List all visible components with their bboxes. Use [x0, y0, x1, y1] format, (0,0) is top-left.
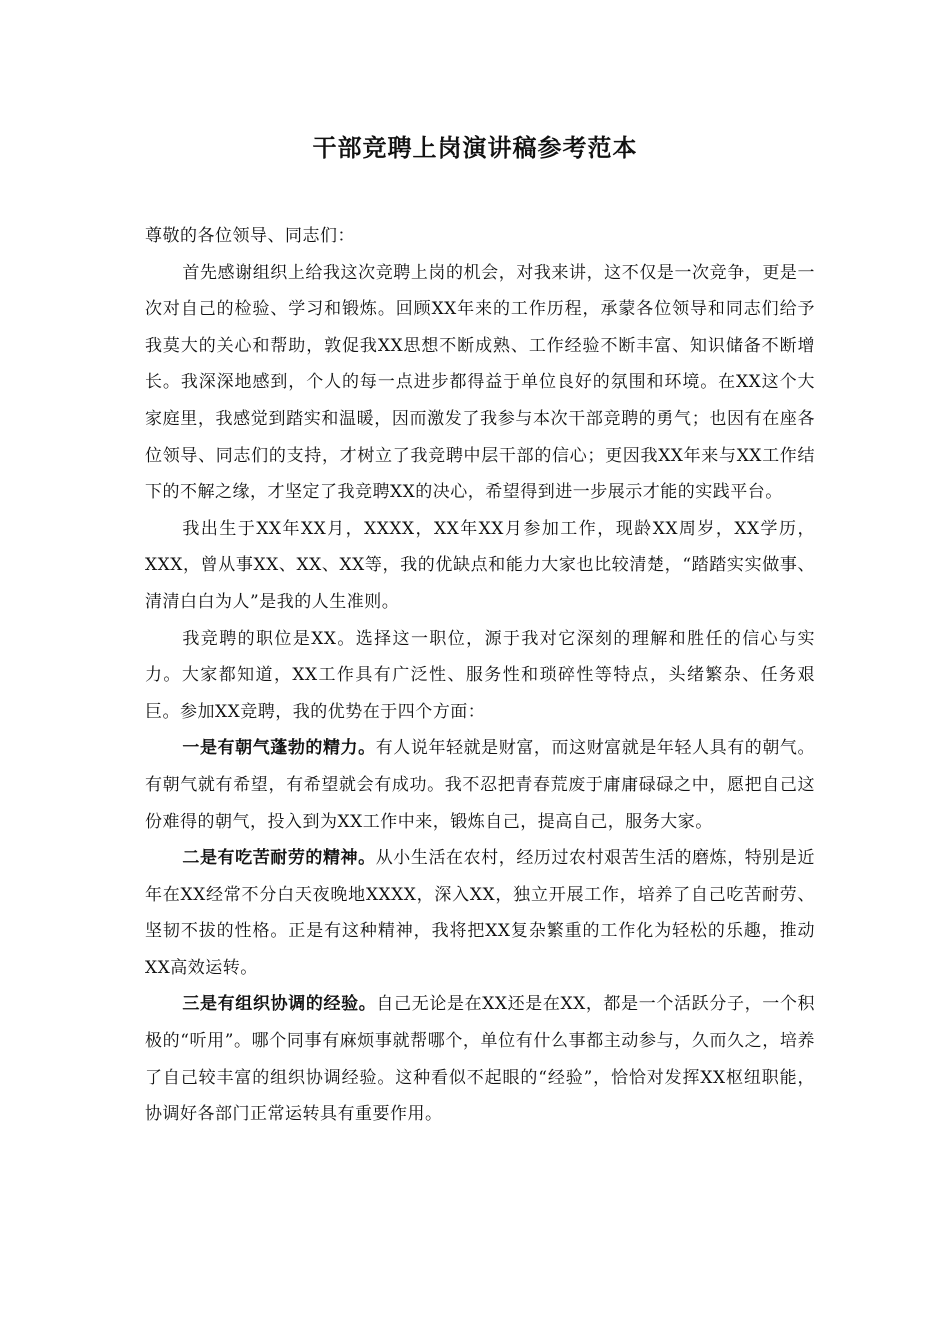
paragraph-lead: 二是有吃苦耐劳的精神。 — [182, 848, 376, 869]
paragraph-strength-1 — [145, 730, 815, 840]
paragraph-text: 我出生于XX年XX月，XXXX，XX年XX月参加工作，现龄XX周岁，XX学历，XXX，曾从事XX、XX、XX等，我的优缺点和能力大家也比较清楚，“踏踏实实做事、清清白白为人”是我的人生准则。 — [145, 518, 815, 612]
paragraph-lead: 一是有朝气蓬勃的精力。 — [182, 738, 376, 759]
paragraph-text: 首先感谢组织上给我这次竞聘上岗的机会，对我来讲，这不仅是一次竞争，更是一次对自己的检验、学习和锻炼。回顾XX年来的工作历程，承蒙各位领导和同志们给予我莫大的关心和帮助，敦促我XX思想不断成熟、工作经验不断丰富、知识储备不断增长。我深深地感到，个人的每一点进步都得益于单位良好的氛围和环境。在XX这个大家庭里，我感觉到踏实和温暖，因而激发了我参与本次干部竞聘的勇气；也因有在座各位领导、同志们的支持，才树立了我竞聘中层干部的信心；更因我XX年来与XX工作结下的不解之缘，才坚定了我竞聘XX的决心，希望得到进一步展示才能的实践平台。 — [145, 262, 815, 503]
document-body — [145, 218, 815, 1133]
paragraph-position — [145, 621, 815, 731]
paragraph-text: 有人说年轻就是财富，而这财富就是年轻人具有的朝气。有朝气就有希望，有希望就会有成功。我不忍把青春荒废于庸庸碌碌之中，愿把自己这份难得的朝气，投入到为XX工作中来，锻炼自己，提高自己，服务大家。 — [145, 738, 816, 832]
paragraph-background — [145, 511, 815, 621]
paragraph-text: 从小生活在农村，经历过农村艰苦生活的磨炼，特别是近年在XX经常不分白天夜晚地XXXX，深入XX，独立开展工作，培养了自己吃苦耐劳、坚韧不拔的性格。正是有这种精神，我将把XX复杂繁重的工作化为轻松的乐趣，推动XX高效运转。 — [145, 848, 816, 978]
paragraph-strength-2 — [145, 840, 815, 986]
paragraph-strength-3 — [145, 986, 815, 1132]
paragraph-text: 自己无论是在XX还是在XX，都是一个活跃分子，一个积极的“听用”。哪个同事有麻烦事就帮哪个，单位有什么事都主动参与，久而久之，培养了自己较丰富的组织协调经验。这种看似不起眼的“经验”，恰恰对发挥XX枢纽职能，协调好各部门正常运转具有重要作用。 — [145, 994, 816, 1125]
document-title: 干部竞聘上岗演讲稿参考范本 — [312, 133, 638, 162]
salutation: 尊敬的各位领导、同志们： — [145, 226, 355, 246]
paragraph-lead: 三是有组织协调的经验。 — [182, 994, 377, 1015]
paragraph-intro — [145, 255, 815, 511]
paragraph-text: 我竞聘的职位是XX。选择这一职位，源于我对它深刻的理解和胜任的信心与实力。大家都知道，XX工作具有广泛性、服务性和琐碎性等特点，头绪繁杂、任务艰巨。参加XX竞聘，我的优势在于四个方面： — [145, 628, 815, 722]
